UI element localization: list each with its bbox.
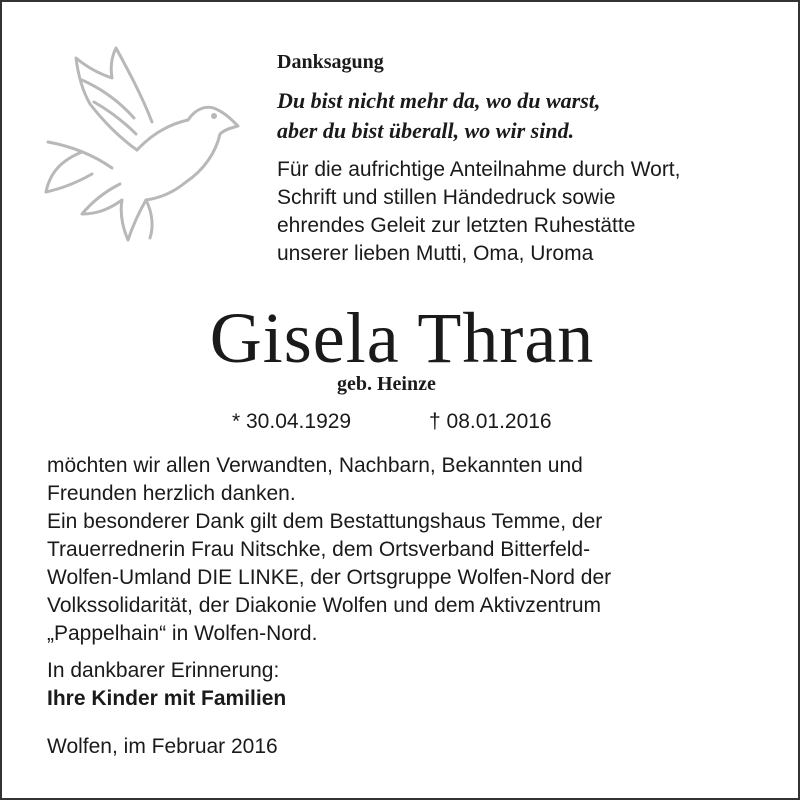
intro-line: ehrendes Geleit zur letzten Ruhestätte (277, 214, 636, 237)
body-line: möchten wir allen Verwandten, Nachbarn, Bekannten und (47, 454, 583, 477)
deceased-name: Gisela Thran (209, 298, 595, 378)
body-line: Freunden herzlich danken. (47, 482, 296, 505)
body-line: Ein besonderer Dank gilt dem Bestattungshaus Temme, der (47, 510, 603, 533)
intro-line: Für die aufrichtige Anteilnahme durch Wort, (277, 158, 681, 181)
dove-icon (42, 42, 257, 257)
intro-line: Schrift und stillen Händedruck sowie (277, 186, 616, 209)
place-date: Wolfen, im Februar 2016 (47, 735, 278, 758)
quote-line: aber du bist überall, wo wir sind. (277, 118, 575, 143)
notice-heading: Danksagung (277, 51, 384, 73)
body-line: Volkssolidarität, der Diakonie Wolfen und dem Aktivzentrum (47, 594, 602, 617)
death-date: † 08.01.2016 (429, 410, 552, 433)
quote (277, 86, 777, 146)
body-line: Wolfen-Umland DIE LINKE, der Ortsgruppe Wolfen-Nord der (47, 566, 612, 589)
body-line: Trauerrednerin Frau Nitschke, dem Ortsverband Bitterfeld- (47, 538, 591, 561)
closing-block (47, 657, 286, 713)
birth-date: * 30.04.1929 (232, 410, 352, 433)
header-block (277, 50, 777, 268)
maiden-name: geb. Heinze (337, 373, 436, 395)
signature: Ihre Kinder mit Familien (47, 687, 287, 710)
body-line: „Pappelhain“ in Wolfen-Nord. (47, 622, 318, 645)
intro-line: unserer lieben Mutti, Oma, Uroma (277, 242, 594, 265)
intro-text (277, 156, 777, 268)
quote-line: Du bist nicht mehr da, wo du warst, (277, 88, 601, 113)
closing-line: In dankbarer Erinnerung: (47, 659, 280, 682)
thanks-body (47, 452, 777, 648)
